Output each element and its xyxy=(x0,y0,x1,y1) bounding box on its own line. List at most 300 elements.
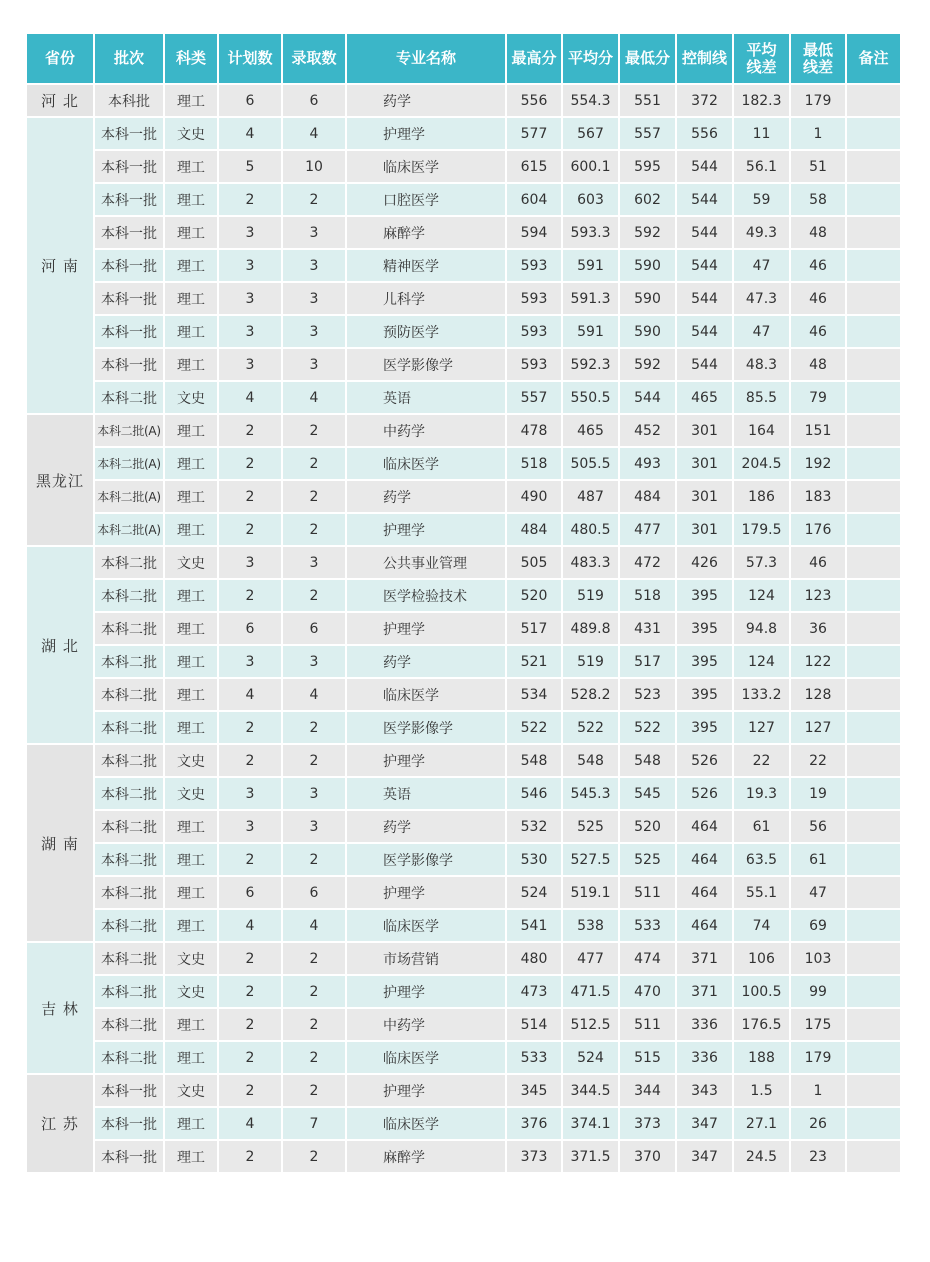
admission-table-container xyxy=(25,32,900,1174)
header-max-score: 最高分 xyxy=(506,33,562,84)
plan-count-cell: 3 xyxy=(218,645,282,678)
table-row xyxy=(26,282,901,315)
avg-line-diff-cell: 11 xyxy=(733,117,790,150)
max-score-cell: 594 xyxy=(506,216,562,249)
category-cell: 理工 xyxy=(164,282,218,315)
plan-count-cell: 3 xyxy=(218,249,282,282)
remarks-cell xyxy=(846,1140,901,1173)
admit-count-cell: 2 xyxy=(282,183,346,216)
table-row xyxy=(26,843,901,876)
min-score-cell: 474 xyxy=(619,942,676,975)
table-row xyxy=(26,1107,901,1140)
min-score-cell: 370 xyxy=(619,1140,676,1173)
admit-count-cell: 2 xyxy=(282,975,346,1008)
admit-count-cell: 2 xyxy=(282,579,346,612)
header-min-line-diff-bottom: 线差 xyxy=(802,57,833,76)
category-cell: 理工 xyxy=(164,1140,218,1173)
avg-line-diff-cell: 106 xyxy=(733,942,790,975)
major-name-cell: 临床医学 xyxy=(346,678,506,711)
plan-count-cell: 2 xyxy=(218,579,282,612)
plan-count-cell: 4 xyxy=(218,1107,282,1140)
table-row xyxy=(26,909,901,942)
avg-score-cell: 593.3 xyxy=(562,216,619,249)
avg-line-diff-cell: 27.1 xyxy=(733,1107,790,1140)
min-line-diff-cell: 58 xyxy=(790,183,846,216)
major-name-cell: 药学 xyxy=(346,810,506,843)
min-score-cell: 517 xyxy=(619,645,676,678)
major-name-cell: 临床医学 xyxy=(346,1107,506,1140)
plan-count-cell: 3 xyxy=(218,282,282,315)
max-score-cell: 593 xyxy=(506,249,562,282)
major-name-cell: 临床医学 xyxy=(346,447,506,480)
major-name-cell: 药学 xyxy=(346,480,506,513)
table-row xyxy=(26,612,901,645)
plan-count-cell: 5 xyxy=(218,150,282,183)
avg-line-diff-cell: 22 xyxy=(733,744,790,777)
plan-count-cell: 2 xyxy=(218,447,282,480)
admit-count-cell: 2 xyxy=(282,480,346,513)
remarks-cell xyxy=(846,909,901,942)
table-row xyxy=(26,183,901,216)
min-score-cell: 470 xyxy=(619,975,676,1008)
remarks-cell xyxy=(846,942,901,975)
admit-count-cell: 2 xyxy=(282,942,346,975)
batch-cell: 本科二批 xyxy=(94,744,164,777)
category-cell: 理工 xyxy=(164,909,218,942)
plan-count-cell: 3 xyxy=(218,315,282,348)
major-name-cell: 市场营销 xyxy=(346,942,506,975)
avg-line-diff-cell: 56.1 xyxy=(733,150,790,183)
avg-line-diff-cell: 186 xyxy=(733,480,790,513)
control-line-cell: 544 xyxy=(676,348,733,381)
header-admit-count: 录取数 xyxy=(282,33,346,84)
table-row xyxy=(26,117,901,150)
control-line-cell: 544 xyxy=(676,183,733,216)
avg-score-cell: 522 xyxy=(562,711,619,744)
avg-score-cell: 592.3 xyxy=(562,348,619,381)
header-avg-score: 平均分 xyxy=(562,33,619,84)
min-score-cell: 472 xyxy=(619,546,676,579)
admit-count-cell: 6 xyxy=(282,876,346,909)
table-row xyxy=(26,84,901,117)
max-score-cell: 593 xyxy=(506,315,562,348)
category-cell: 理工 xyxy=(164,447,218,480)
batch-cell: 本科二批 xyxy=(94,711,164,744)
min-line-diff-cell: 46 xyxy=(790,282,846,315)
control-line-cell: 371 xyxy=(676,975,733,1008)
avg-score-cell: 591 xyxy=(562,249,619,282)
avg-score-cell: 525 xyxy=(562,810,619,843)
remarks-cell xyxy=(846,645,901,678)
control-line-cell: 464 xyxy=(676,909,733,942)
avg-score-cell: 371.5 xyxy=(562,1140,619,1173)
max-score-cell: 518 xyxy=(506,447,562,480)
remarks-cell xyxy=(846,513,901,546)
table-row xyxy=(26,1140,901,1173)
admit-count-cell: 6 xyxy=(282,84,346,117)
control-line-cell: 301 xyxy=(676,480,733,513)
major-name-cell: 护理学 xyxy=(346,117,506,150)
table-row xyxy=(26,216,901,249)
min-score-cell: 520 xyxy=(619,810,676,843)
min-line-diff-cell: 22 xyxy=(790,744,846,777)
batch-cell: 本科二批 xyxy=(94,546,164,579)
admit-count-cell: 3 xyxy=(282,315,346,348)
min-line-diff-cell: 56 xyxy=(790,810,846,843)
max-score-cell: 577 xyxy=(506,117,562,150)
min-score-cell: 477 xyxy=(619,513,676,546)
min-score-cell: 592 xyxy=(619,216,676,249)
remarks-cell xyxy=(846,480,901,513)
header-min-line-diff-top: 最低 xyxy=(802,40,833,59)
province-cell: 黑龙江 xyxy=(26,414,94,546)
table-row xyxy=(26,348,901,381)
remarks-cell xyxy=(846,216,901,249)
max-score-cell: 530 xyxy=(506,843,562,876)
avg-score-cell: 519 xyxy=(562,579,619,612)
max-score-cell: 505 xyxy=(506,546,562,579)
max-score-cell: 546 xyxy=(506,777,562,810)
header-avg-line-diff xyxy=(733,33,790,84)
admit-count-cell: 3 xyxy=(282,249,346,282)
control-line-cell: 395 xyxy=(676,612,733,645)
avg-score-cell: 603 xyxy=(562,183,619,216)
min-line-diff-cell: 151 xyxy=(790,414,846,447)
category-cell: 理工 xyxy=(164,183,218,216)
batch-cell: 本科一批 xyxy=(94,1074,164,1107)
header-remarks: 备注 xyxy=(846,33,901,84)
max-score-cell: 521 xyxy=(506,645,562,678)
major-name-cell: 护理学 xyxy=(346,1074,506,1107)
remarks-cell xyxy=(846,876,901,909)
min-line-diff-cell: 179 xyxy=(790,84,846,117)
min-line-diff-cell: 103 xyxy=(790,942,846,975)
min-score-cell: 551 xyxy=(619,84,676,117)
major-name-cell: 临床医学 xyxy=(346,1041,506,1074)
plan-count-cell: 2 xyxy=(218,711,282,744)
category-cell: 文史 xyxy=(164,1074,218,1107)
table-row xyxy=(26,414,901,447)
avg-line-diff-cell: 188 xyxy=(733,1041,790,1074)
major-name-cell: 公共事业管理 xyxy=(346,546,506,579)
category-cell: 理工 xyxy=(164,711,218,744)
avg-score-cell: 480.5 xyxy=(562,513,619,546)
avg-line-diff-cell: 24.5 xyxy=(733,1140,790,1173)
remarks-cell xyxy=(846,348,901,381)
category-cell: 文史 xyxy=(164,942,218,975)
admit-count-cell: 3 xyxy=(282,348,346,381)
batch-cell: 本科二批 xyxy=(94,777,164,810)
min-score-cell: 493 xyxy=(619,447,676,480)
max-score-cell: 520 xyxy=(506,579,562,612)
control-line-cell: 464 xyxy=(676,810,733,843)
remarks-cell xyxy=(846,1107,901,1140)
avg-score-cell: 527.5 xyxy=(562,843,619,876)
remarks-cell xyxy=(846,183,901,216)
max-score-cell: 593 xyxy=(506,348,562,381)
remarks-cell xyxy=(846,546,901,579)
batch-cell: 本科一批 xyxy=(94,117,164,150)
remarks-cell xyxy=(846,249,901,282)
max-score-cell: 533 xyxy=(506,1041,562,1074)
min-score-cell: 452 xyxy=(619,414,676,447)
batch-cell: 本科二批 xyxy=(94,381,164,414)
admit-count-cell: 3 xyxy=(282,546,346,579)
max-score-cell: 604 xyxy=(506,183,562,216)
batch-cell: 本科一批 xyxy=(94,249,164,282)
header-batch: 批次 xyxy=(94,33,164,84)
province-cell: 湖 南 xyxy=(26,744,94,942)
max-score-cell: 373 xyxy=(506,1140,562,1173)
category-cell: 理工 xyxy=(164,216,218,249)
avg-line-diff-cell: 124 xyxy=(733,579,790,612)
major-name-cell: 药学 xyxy=(346,84,506,117)
batch-cell: 本科一批 xyxy=(94,1140,164,1173)
admit-count-cell: 3 xyxy=(282,645,346,678)
min-line-diff-cell: 48 xyxy=(790,216,846,249)
control-line-cell: 464 xyxy=(676,876,733,909)
control-line-cell: 343 xyxy=(676,1074,733,1107)
control-line-cell: 301 xyxy=(676,513,733,546)
plan-count-cell: 6 xyxy=(218,876,282,909)
control-line-cell: 465 xyxy=(676,381,733,414)
major-name-cell: 医学影像学 xyxy=(346,711,506,744)
min-score-cell: 511 xyxy=(619,1008,676,1041)
major-name-cell: 护理学 xyxy=(346,744,506,777)
major-name-cell: 口腔医学 xyxy=(346,183,506,216)
min-score-cell: 522 xyxy=(619,711,676,744)
major-name-cell: 预防医学 xyxy=(346,315,506,348)
avg-line-diff-cell: 74 xyxy=(733,909,790,942)
plan-count-cell: 2 xyxy=(218,975,282,1008)
min-line-diff-cell: 179 xyxy=(790,1041,846,1074)
plan-count-cell: 2 xyxy=(218,744,282,777)
category-cell: 文史 xyxy=(164,975,218,1008)
major-name-cell: 儿科学 xyxy=(346,282,506,315)
plan-count-cell: 4 xyxy=(218,678,282,711)
min-line-diff-cell: 122 xyxy=(790,645,846,678)
batch-cell: 本科一批 xyxy=(94,216,164,249)
min-line-diff-cell: 176 xyxy=(790,513,846,546)
control-line-cell: 544 xyxy=(676,249,733,282)
batch-cell: 本科二批 xyxy=(94,1008,164,1041)
remarks-cell xyxy=(846,414,901,447)
admit-count-cell: 10 xyxy=(282,150,346,183)
table-row xyxy=(26,810,901,843)
remarks-cell xyxy=(846,1008,901,1041)
max-score-cell: 541 xyxy=(506,909,562,942)
table-row xyxy=(26,480,901,513)
control-line-cell: 372 xyxy=(676,84,733,117)
major-name-cell: 医学影像学 xyxy=(346,843,506,876)
remarks-cell xyxy=(846,711,901,744)
max-score-cell: 484 xyxy=(506,513,562,546)
plan-count-cell: 2 xyxy=(218,1140,282,1173)
avg-line-diff-cell: 57.3 xyxy=(733,546,790,579)
major-name-cell: 护理学 xyxy=(346,876,506,909)
remarks-cell xyxy=(846,150,901,183)
table-row xyxy=(26,876,901,909)
remarks-cell xyxy=(846,777,901,810)
control-line-cell: 301 xyxy=(676,447,733,480)
admit-count-cell: 3 xyxy=(282,777,346,810)
header-row xyxy=(26,33,901,84)
avg-line-diff-cell: 127 xyxy=(733,711,790,744)
min-line-diff-cell: 46 xyxy=(790,249,846,282)
category-cell: 理工 xyxy=(164,612,218,645)
avg-line-diff-cell: 63.5 xyxy=(733,843,790,876)
category-cell: 文史 xyxy=(164,381,218,414)
max-score-cell: 522 xyxy=(506,711,562,744)
control-line-cell: 336 xyxy=(676,1041,733,1074)
min-line-diff-cell: 51 xyxy=(790,150,846,183)
remarks-cell xyxy=(846,1041,901,1074)
min-score-cell: 590 xyxy=(619,282,676,315)
min-score-cell: 548 xyxy=(619,744,676,777)
admit-count-cell: 2 xyxy=(282,711,346,744)
category-cell: 理工 xyxy=(164,810,218,843)
min-line-diff-cell: 23 xyxy=(790,1140,846,1173)
major-name-cell: 临床医学 xyxy=(346,150,506,183)
avg-line-diff-cell: 47 xyxy=(733,315,790,348)
min-score-cell: 484 xyxy=(619,480,676,513)
min-line-diff-cell: 69 xyxy=(790,909,846,942)
control-line-cell: 395 xyxy=(676,711,733,744)
avg-line-diff-cell: 85.5 xyxy=(733,381,790,414)
max-score-cell: 615 xyxy=(506,150,562,183)
plan-count-cell: 2 xyxy=(218,942,282,975)
plan-count-cell: 2 xyxy=(218,1041,282,1074)
table-row xyxy=(26,942,901,975)
remarks-cell xyxy=(846,117,901,150)
table-row xyxy=(26,975,901,1008)
remarks-cell xyxy=(846,315,901,348)
batch-cell: 本科一批 xyxy=(94,282,164,315)
max-score-cell: 376 xyxy=(506,1107,562,1140)
plan-count-cell: 3 xyxy=(218,348,282,381)
remarks-cell xyxy=(846,744,901,777)
max-score-cell: 517 xyxy=(506,612,562,645)
min-line-diff-cell: 192 xyxy=(790,447,846,480)
avg-score-cell: 487 xyxy=(562,480,619,513)
header-control-line: 控制线 xyxy=(676,33,733,84)
category-cell: 理工 xyxy=(164,1008,218,1041)
table-row xyxy=(26,777,901,810)
batch-cell: 本科二批 xyxy=(94,810,164,843)
min-line-diff-cell: 175 xyxy=(790,1008,846,1041)
min-line-diff-cell: 123 xyxy=(790,579,846,612)
max-score-cell: 473 xyxy=(506,975,562,1008)
header-province: 省份 xyxy=(26,33,94,84)
major-name-cell: 中药学 xyxy=(346,1008,506,1041)
max-score-cell: 548 xyxy=(506,744,562,777)
min-line-diff-cell: 19 xyxy=(790,777,846,810)
remarks-cell xyxy=(846,975,901,1008)
avg-line-diff-cell: 204.5 xyxy=(733,447,790,480)
control-line-cell: 395 xyxy=(676,678,733,711)
min-line-diff-cell: 128 xyxy=(790,678,846,711)
avg-score-cell: 600.1 xyxy=(562,150,619,183)
province-cell: 江 苏 xyxy=(26,1074,94,1173)
plan-count-cell: 4 xyxy=(218,381,282,414)
category-cell: 理工 xyxy=(164,150,218,183)
batch-cell: 本科一批 xyxy=(94,1107,164,1140)
control-line-cell: 526 xyxy=(676,744,733,777)
category-cell: 文史 xyxy=(164,744,218,777)
avg-line-diff-cell: 1.5 xyxy=(733,1074,790,1107)
avg-line-diff-cell: 164 xyxy=(733,414,790,447)
max-score-cell: 345 xyxy=(506,1074,562,1107)
admit-count-cell: 2 xyxy=(282,1008,346,1041)
avg-score-cell: 483.3 xyxy=(562,546,619,579)
max-score-cell: 557 xyxy=(506,381,562,414)
control-line-cell: 347 xyxy=(676,1107,733,1140)
avg-line-diff-cell: 49.3 xyxy=(733,216,790,249)
table-row xyxy=(26,249,901,282)
avg-score-cell: 465 xyxy=(562,414,619,447)
category-cell: 理工 xyxy=(164,348,218,381)
batch-cell: 本科一批 xyxy=(94,315,164,348)
major-name-cell: 英语 xyxy=(346,381,506,414)
table-body xyxy=(26,84,901,1173)
avg-score-cell: 550.5 xyxy=(562,381,619,414)
avg-score-cell: 591 xyxy=(562,315,619,348)
admit-count-cell: 4 xyxy=(282,678,346,711)
avg-score-cell: 471.5 xyxy=(562,975,619,1008)
remarks-cell xyxy=(846,678,901,711)
min-score-cell: 557 xyxy=(619,117,676,150)
batch-cell: 本科二批 xyxy=(94,876,164,909)
category-cell: 文史 xyxy=(164,546,218,579)
min-line-diff-cell: 61 xyxy=(790,843,846,876)
plan-count-cell: 3 xyxy=(218,810,282,843)
major-name-cell: 中药学 xyxy=(346,414,506,447)
major-name-cell: 精神医学 xyxy=(346,249,506,282)
province-cell: 河 北 xyxy=(26,84,94,117)
batch-cell: 本科二批 xyxy=(94,579,164,612)
min-score-cell: 595 xyxy=(619,150,676,183)
min-line-diff-cell: 183 xyxy=(790,480,846,513)
table-row xyxy=(26,447,901,480)
batch-cell: 本科二批(A) xyxy=(94,480,164,513)
avg-line-diff-cell: 47.3 xyxy=(733,282,790,315)
min-line-diff-cell: 26 xyxy=(790,1107,846,1140)
control-line-cell: 395 xyxy=(676,579,733,612)
header-avg-line-diff-bottom: 线差 xyxy=(746,57,777,76)
plan-count-cell: 2 xyxy=(218,843,282,876)
admission-score-table xyxy=(25,32,902,1174)
avg-score-cell: 519 xyxy=(562,645,619,678)
avg-score-cell: 344.5 xyxy=(562,1074,619,1107)
max-score-cell: 490 xyxy=(506,480,562,513)
admit-count-cell: 4 xyxy=(282,381,346,414)
admit-count-cell: 2 xyxy=(282,1074,346,1107)
min-score-cell: 523 xyxy=(619,678,676,711)
control-line-cell: 544 xyxy=(676,150,733,183)
category-cell: 理工 xyxy=(164,645,218,678)
category-cell: 文史 xyxy=(164,777,218,810)
avg-line-diff-cell: 55.1 xyxy=(733,876,790,909)
header-avg-line-diff-top: 平均 xyxy=(746,40,777,59)
province-cell: 河 南 xyxy=(26,117,94,414)
max-score-cell: 556 xyxy=(506,84,562,117)
batch-cell: 本科二批(A) xyxy=(94,414,164,447)
major-name-cell: 临床医学 xyxy=(346,909,506,942)
remarks-cell xyxy=(846,843,901,876)
major-name-cell: 护理学 xyxy=(346,975,506,1008)
avg-line-diff-cell: 47 xyxy=(733,249,790,282)
category-cell: 理工 xyxy=(164,315,218,348)
